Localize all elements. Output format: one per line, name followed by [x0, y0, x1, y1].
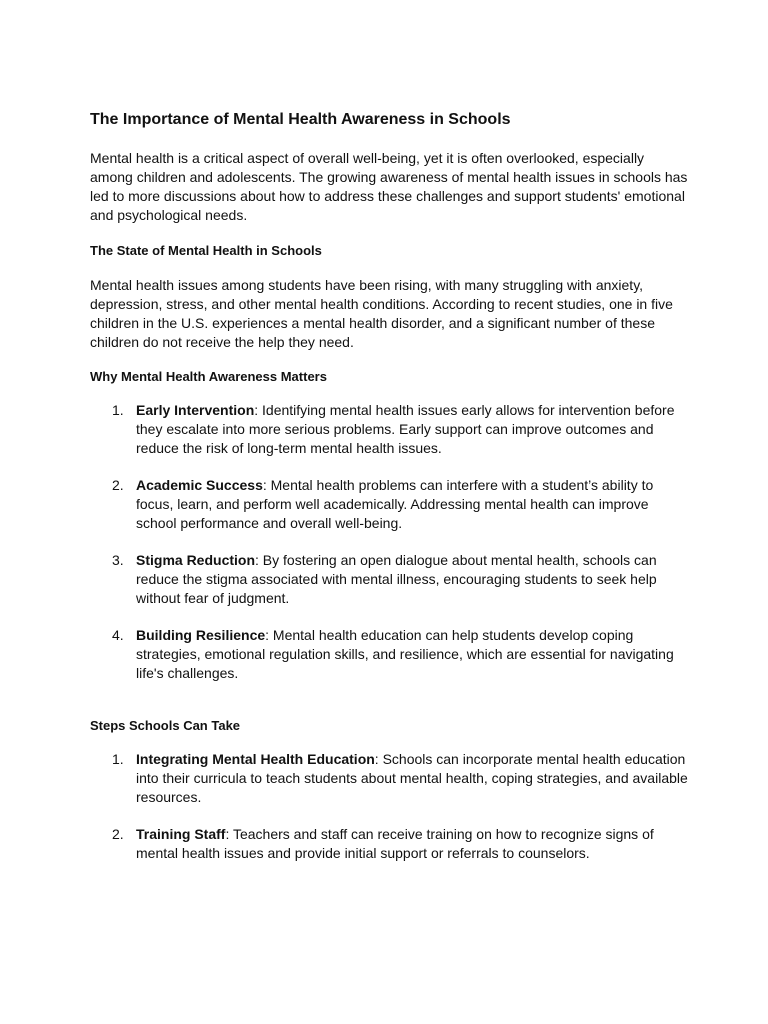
intro-paragraph: Mental health is a critical aspect of overall well-being, yet it is often overlooked, especially among children and adolescents. The growing awareness of mental health issues in schools has led to more discussions about how to address these challenges and support students' emotional and psychological needs.	[90, 150, 688, 223]
list-why-matters	[90, 401, 690, 683]
list-item	[90, 401, 690, 458]
list-steps	[90, 750, 690, 863]
document-page	[90, 108, 690, 863]
list-text: : Schools can incorporate mental health education into their curricula to teach students about mental health, coping strategies, and available resources.	[136, 751, 688, 805]
list-item	[90, 626, 690, 683]
list-number: 2.	[112, 477, 124, 493]
list-term: Building Resilience	[136, 627, 266, 643]
section-paragraph-state: Mental health issues among students have been rising, with many struggling with anxiety, depression, stress, and other mental health conditions. According to recent studies, one in five children in the U.S. experiences a mental health disorder, and a significant number of these children do not receive the help they need.	[90, 277, 673, 350]
list-item	[90, 551, 690, 608]
list-number: 4.	[112, 627, 124, 643]
section-heading-steps: Steps Schools Can Take	[90, 718, 241, 733]
list-number: 3.	[112, 552, 124, 568]
page-title: The Importance of Mental Health Awareness in Schools	[90, 111, 511, 128]
list-number: 1.	[112, 751, 124, 767]
list-text: : Mental health education can help students develop coping strategies, emotional regulation skills, and resilience, which are essential for navigating life's challenges.	[136, 627, 674, 681]
section-heading-why: Why Mental Health Awareness Matters	[90, 369, 327, 384]
list-term: Early Intervention	[136, 402, 255, 418]
list-text: : Identifying mental health issues early allows for intervention before they escalate into more serious problems. Early support can improve outcomes and reduce the risk of long-term mental health issues.	[136, 402, 675, 456]
list-term: Integrating Mental Health Education	[136, 751, 375, 767]
list-item	[90, 476, 690, 533]
list-text: : Teachers and staff can receive training on how to recognize signs of mental health issues and provide initial support or referrals to counselors.	[136, 826, 654, 861]
list-term: Stigma Reduction	[136, 552, 256, 568]
list-text: : By fostering an open dialogue about mental health, schools can reduce the stigma associated with mental illness, encouraging students to seek help without fear of judgment.	[136, 552, 657, 606]
list-term: Academic Success	[136, 477, 263, 493]
section-heading-state: The State of Mental Health in Schools	[90, 243, 322, 258]
list-text: : Mental health problems can interfere with a student’s ability to focus, learn, and perform well academically. Addressing mental health can improve school performance and overall well-being.	[136, 477, 654, 531]
list-item	[90, 825, 690, 863]
list-number: 1.	[112, 402, 124, 418]
list-item	[90, 750, 690, 807]
list-number: 2.	[112, 826, 124, 842]
list-term: Training Staff	[136, 826, 226, 842]
